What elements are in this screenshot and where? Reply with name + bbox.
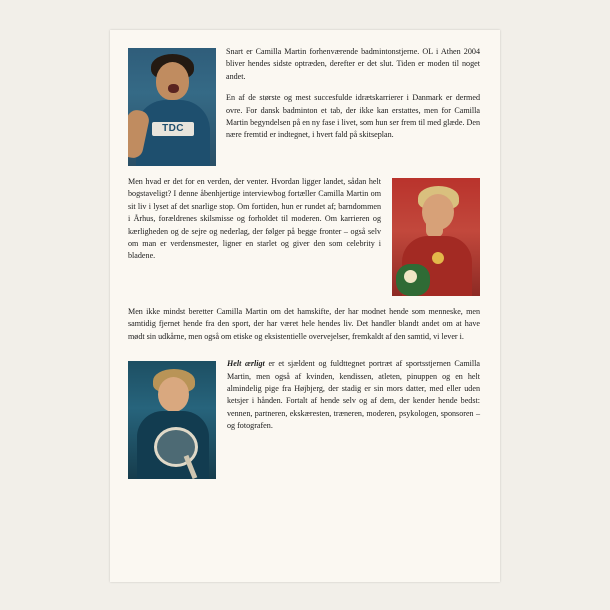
book-back-cover-page bbox=[110, 30, 500, 582]
paragraph-4: Men ikke mindst beretter Camilla Martin om det hamskifte, der har modnet hende som menneske, men samtidig fjernet hende fra den sport, der har været hele hendes liv. Det handler blandt andet om at have mødt sin udkårne, men også om etiske og eksistentielle overvejelser, fremkaldt af den samtid, vi lever i. bbox=[128, 307, 480, 341]
paragraph-2: En af de største og mest succesfulde idrætskarrierer i Danmark er dermed ovre. For dansk badminton et tab, der ikke kan erstattes, men for Camilla Martin begyndelsen på en ny fase i livet, som hun ser frem til med glæde. Den nære fremtid er indtegnet, i hvert fald på skitseplan. bbox=[226, 93, 480, 140]
photo-medal bbox=[432, 252, 444, 264]
photo-racket bbox=[154, 427, 198, 467]
photo-camilla-medal-flowers bbox=[392, 178, 480, 296]
paragraph-1: Snart er Camilla Martin forhenværende badmintonstjerne. OL i Athen 2004 bliver hendes sidste optræden, derefter er det slut. Tiden er moden til noget andet. bbox=[226, 47, 480, 81]
photo-sponsor-logo: TDC bbox=[152, 122, 194, 136]
photo-hand bbox=[426, 218, 443, 237]
photo-camilla-celebrating bbox=[128, 48, 216, 166]
photo-face bbox=[156, 62, 189, 100]
paragraph-3: Men hvad er det for en verden, der venter. Hvordan ligger landet, sådan helt bogstaveligt? I denne åbenhjertige interviewbog fortæller Camilla Martin om sit liv i lyset af det snarlige stop. Om fortiden, hun er rundet af; barndommen i Århus, forældrenes skilsmisse og forholdet til moderen. Om karrieren og kærligheden og de sejre og nederlag, der følger på begge fronter – også selv om man er verdensmester, ligner en starlet og giver den som celebrity i bladene. bbox=[128, 177, 381, 261]
photo-flower bbox=[404, 270, 417, 283]
photo-camilla-with-racket bbox=[128, 361, 216, 479]
photo-mouth bbox=[168, 84, 179, 93]
cover-text-body bbox=[128, 46, 480, 566]
book-title-rest: er et sjældent og fuldttegnet portræt af sportsstjernen Camilla Martin, men også af kvinden, kendissen, atleten, pinuppen og en helt almindelig pige fra Højbjerg, der stadig er sin mors datter, med eller uden ketsjer i hånden. Fortalt af hende selv og af dem, der kender hende bedst: vennen, partneren, ekskæresten, træneren, moderen, psykologen, sponsoren – og fotografen. bbox=[227, 359, 480, 431]
book-title: Helt ærligt bbox=[227, 359, 265, 369]
photo-face bbox=[158, 377, 189, 412]
